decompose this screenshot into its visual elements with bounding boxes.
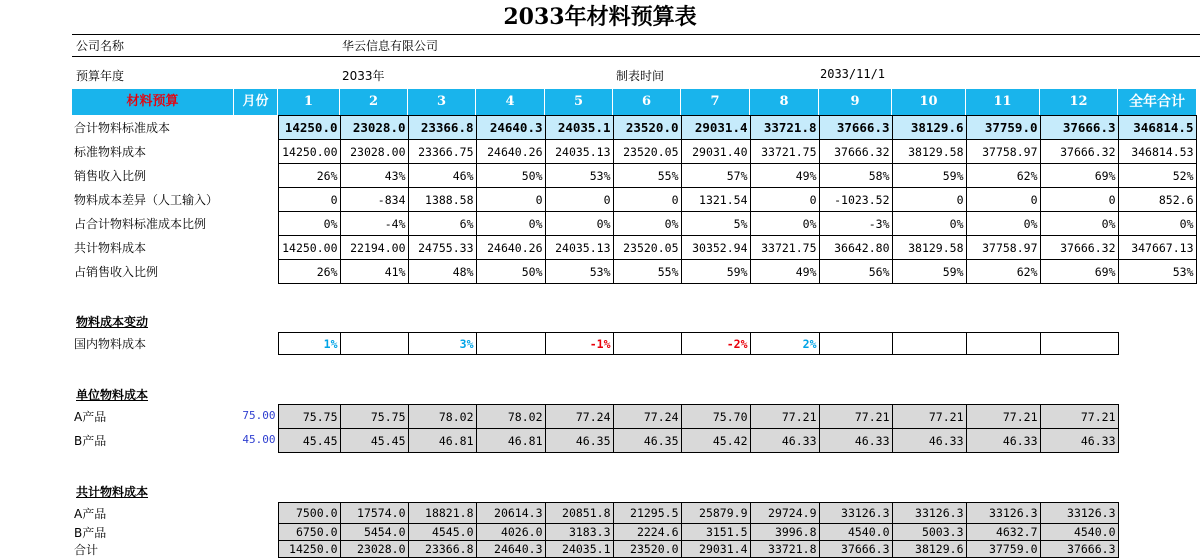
table-cell-total[interactable]: 53% [1118,260,1196,284]
row-label: 国内物料成本 [74,337,147,351]
table-cell[interactable]: 46.35 [613,429,681,453]
table-cell[interactable]: 25879.9 [681,503,750,524]
table-cell[interactable]: 24035.13 [545,140,613,164]
table-cell[interactable]: 37759.0 [966,116,1040,140]
table-cell[interactable]: 29031.4 [681,541,750,558]
table-cell[interactable] [476,333,545,355]
table-cell[interactable]: 50% [476,260,545,284]
divider [72,56,1200,57]
budget-table [72,115,1197,284]
table-cell[interactable]: 43% [340,164,408,188]
table-row [72,541,1118,558]
table-cell[interactable]: 0% [476,212,545,236]
table-cell[interactable]: 29724.9 [750,503,819,524]
table-cell[interactable]: 78.02 [476,405,545,429]
table-cell[interactable]: 0% [966,212,1040,236]
table-cell[interactable]: 14250.0 [278,116,340,140]
table-cell[interactable] [819,333,892,355]
table-cell[interactable] [1040,333,1118,355]
table-cell[interactable]: 23028.00 [340,140,408,164]
header-month-cell: 12 [1040,89,1118,115]
table-cell[interactable]: 33721.8 [750,541,819,558]
table-cell[interactable]: 33721.75 [750,236,819,260]
table-cell[interactable]: 33126.3 [966,503,1040,524]
table-cell[interactable]: 5003.3 [892,524,966,541]
row-label: B产品 [74,525,107,540]
product-name: A产品 [74,410,107,424]
table-cell[interactable]: 33721.75 [750,140,819,164]
table-row [72,503,1118,524]
table-cell[interactable]: 29031.40 [681,140,750,164]
table-cell[interactable]: 62% [966,260,1040,284]
table-row [72,164,1196,188]
table-cell[interactable]: 24640.3 [476,541,545,558]
row-label [72,429,278,453]
table-cell[interactable]: 4632.7 [966,524,1040,541]
table-cell[interactable] [340,333,408,355]
table-cell[interactable]: 37666.3 [1040,116,1118,140]
table-row [72,333,1118,355]
row-label: 共计物料成本 [74,241,147,255]
row-label: 销售收入比例 [74,169,147,183]
month-header-row [72,89,1196,115]
table-cell[interactable]: -2% [681,333,750,355]
table-cell[interactable]: 0 [613,188,681,212]
header-month-cell: 11 [966,89,1040,115]
table-cell[interactable]: 45.42 [681,429,750,453]
table-cell[interactable]: 2% [750,333,819,355]
table-cell[interactable]: 6% [408,212,476,236]
date-label: 制表时间 [616,69,665,83]
table-cell[interactable]: 45.45 [278,429,340,453]
table-cell[interactable]: 37758.97 [966,140,1040,164]
row-label: 占合计物料标准成本比例 [74,217,207,231]
table-cell[interactable]: 24035.1 [545,116,613,140]
table-cell[interactable]: 37666.32 [819,140,892,164]
table-cell[interactable]: 26% [278,260,340,284]
row-label: 物料成本差异（人工输入） [74,193,219,207]
table-cell[interactable]: 49% [750,260,819,284]
table-cell[interactable]: 4540.0 [819,524,892,541]
table-cell[interactable]: 3151.5 [681,524,750,541]
table-cell[interactable]: 69% [1040,164,1118,188]
table-cell[interactable]: 14250.00 [278,140,340,164]
table-cell[interactable]: 53% [545,164,613,188]
table-cell[interactable]: 46.33 [1040,429,1118,453]
table-cell[interactable]: 23520.0 [613,541,681,558]
table-cell[interactable]: 24640.3 [476,116,545,140]
company-label: 公司名称 [76,39,125,53]
table-cell-total[interactable]: 346814.5 [1118,116,1196,140]
table-cell[interactable]: 0 [966,188,1040,212]
year-value[interactable]: 2033年 [342,69,385,83]
table-cell[interactable]: 0 [892,188,966,212]
table-cell[interactable]: -1% [545,333,613,355]
table-cell[interactable]: 1321.54 [681,188,750,212]
table-cell[interactable]: 5% [681,212,750,236]
header-month-cell: 3 [408,89,476,115]
table-cell[interactable]: 46.81 [408,429,476,453]
table-cell[interactable]: 57% [681,164,750,188]
table-cell[interactable]: 75.75 [340,405,408,429]
header-month-cell: 7 [681,89,750,115]
section-title-unit-cost: 单位物料成本 [76,388,149,402]
company-value[interactable]: 华云信息有限公司 [342,39,439,53]
table-cell[interactable]: 69% [1040,260,1118,284]
table-cell[interactable]: 24035.13 [545,236,613,260]
table-cell[interactable]: -834 [340,188,408,212]
table-cell[interactable]: 37666.32 [1040,236,1118,260]
date-value[interactable]: 2033/11/1 [820,67,886,81]
table-cell[interactable]: 17574.0 [340,503,408,524]
table-cell[interactable]: 37759.0 [966,541,1040,558]
table-cell[interactable]: -1023.52 [819,188,892,212]
table-cell-total[interactable]: 852.6 [1118,188,1196,212]
header-month-cell: 5 [545,89,613,115]
table-cell[interactable]: 46.33 [892,429,966,453]
section-title-cost-change: 物料成本变动 [76,315,149,329]
table-cell[interactable]: 23366.8 [408,116,476,140]
table-cell-total[interactable]: 346814.53 [1118,140,1196,164]
header-month-cell: 1 [278,89,340,115]
table-cell[interactable]: 23028.0 [340,116,408,140]
table-cell[interactable]: 62% [966,164,1040,188]
table-cell[interactable]: 77.21 [966,405,1040,429]
table-row [72,405,1118,429]
header-month-cell: 8 [750,89,819,115]
row-label: A产品 [74,506,107,521]
table-cell[interactable]: 3% [408,333,476,355]
table-cell[interactable] [966,333,1040,355]
table-cell[interactable]: 26% [278,164,340,188]
table-cell[interactable]: 38129.6 [892,116,966,140]
table-cell[interactable]: 0% [750,212,819,236]
table-cell[interactable]: 4540.0 [1040,524,1118,541]
table-cell-total[interactable]: 347667.13 [1118,236,1196,260]
table-cell[interactable]: 14250.0 [278,541,340,558]
table-cell[interactable]: 53% [545,260,613,284]
header-month-cell: 6 [613,89,681,115]
table-cell[interactable]: 30352.94 [681,236,750,260]
table-cell[interactable]: 2224.6 [613,524,681,541]
table-cell[interactable]: 23366.8 [408,541,476,558]
table-row [72,429,1118,453]
table-row [72,524,1118,541]
base-cost[interactable]: 45.00 [242,432,276,446]
table-cell[interactable]: 3183.3 [545,524,613,541]
table-cell[interactable]: 59% [681,260,750,284]
table-cell[interactable]: 45.45 [340,429,408,453]
table-cell[interactable]: 24640.26 [476,140,545,164]
table-cell[interactable]: 0 [1040,188,1118,212]
table-cell-total[interactable]: 52% [1118,164,1196,188]
table-cell[interactable]: 5454.0 [340,524,408,541]
table-cell[interactable]: 33126.3 [819,503,892,524]
row-label: 标准物料成本 [74,145,147,159]
header-month: 月份 [234,89,278,115]
table-row [72,188,1196,212]
table-cell[interactable]: 3996.8 [750,524,819,541]
table-cell[interactable]: 0 [476,188,545,212]
table-cell[interactable]: 37666.3 [819,541,892,558]
table-cell[interactable]: 24640.26 [476,236,545,260]
table-cell[interactable]: 41% [340,260,408,284]
total-cost-table [72,502,1119,558]
table-cell[interactable]: 0 [278,188,340,212]
product-name: B产品 [74,434,107,448]
year-label: 预算年度 [76,69,125,83]
table-cell[interactable]: 37666.32 [1040,140,1118,164]
row-label: 占销售收入比例 [74,265,159,279]
table-cell[interactable]: -4% [340,212,408,236]
table-cell[interactable]: 75.70 [681,405,750,429]
table-cell[interactable]: 1388.58 [408,188,476,212]
table-cell[interactable]: 38129.58 [892,236,966,260]
table-cell[interactable]: 46.33 [819,429,892,453]
table-cell[interactable]: 77.21 [750,405,819,429]
table-cell[interactable]: 14250.00 [278,236,340,260]
table-cell[interactable]: 48% [408,260,476,284]
table-cell[interactable]: 55% [613,260,681,284]
header-month-cell: 9 [819,89,892,115]
table-cell[interactable]: 0% [1040,212,1118,236]
section-title-total-cost: 共计物料成本 [76,485,149,499]
table-cell[interactable]: 38129.6 [892,541,966,558]
table-cell[interactable]: 46.35 [545,429,613,453]
table-cell[interactable]: 4026.0 [476,524,545,541]
row-label: 合计物料标准成本 [74,121,171,135]
table-cell[interactable]: 37666.3 [819,116,892,140]
table-cell[interactable]: 0% [613,212,681,236]
table-cell[interactable]: 75.75 [278,405,340,429]
table-cell[interactable]: 77.24 [613,405,681,429]
table-cell[interactable]: 38129.58 [892,140,966,164]
table-row [72,212,1196,236]
table-cell[interactable]: 49% [750,164,819,188]
table-cell[interactable]: 7500.0 [278,503,340,524]
table-cell[interactable]: 78.02 [408,405,476,429]
table-cell[interactable]: 33721.8 [750,116,819,140]
table-cell[interactable]: 36642.80 [819,236,892,260]
table-cell[interactable]: 50% [476,164,545,188]
table-cell[interactable]: 33126.3 [892,503,966,524]
header-annual-total: 全年合计 [1129,94,1185,110]
table-cell[interactable]: 6750.0 [278,524,340,541]
table-cell[interactable] [892,333,966,355]
unit-cost-table [72,404,1119,453]
table-cell[interactable]: 29031.4 [681,116,750,140]
table-row [72,260,1196,284]
table-cell[interactable] [613,333,681,355]
table-cell[interactable]: 24755.33 [408,236,476,260]
table-cell[interactable]: 18821.8 [408,503,476,524]
base-cost[interactable]: 75.00 [242,408,276,422]
table-row [72,116,1196,140]
table-cell[interactable]: 46% [408,164,476,188]
table-cell[interactable]: 4545.0 [408,524,476,541]
header-month-cell: 2 [340,89,408,115]
header-month-cell: 10 [892,89,966,115]
header-material-budget: 材料预算 [72,89,234,115]
table-cell[interactable]: 59% [892,260,966,284]
table-cell[interactable]: 24035.1 [545,541,613,558]
cost-change-table [72,332,1119,355]
table-cell-total[interactable]: 0% [1118,212,1196,236]
row-label [72,405,278,429]
table-cell[interactable]: 55% [613,164,681,188]
table-cell[interactable]: 46.33 [750,429,819,453]
table-cell[interactable]: 21295.5 [613,503,681,524]
table-cell[interactable]: 23028.0 [340,541,408,558]
divider [72,34,1200,35]
table-cell[interactable]: 0 [750,188,819,212]
table-cell[interactable]: 58% [819,164,892,188]
table-cell[interactable]: 37758.97 [966,236,1040,260]
table-cell[interactable]: 59% [892,164,966,188]
table-cell[interactable]: -3% [819,212,892,236]
table-cell[interactable]: 23520.0 [613,116,681,140]
header-month-cell: 4 [476,89,545,115]
table-cell[interactable]: 23520.05 [613,236,681,260]
table-cell[interactable]: 77.21 [892,405,966,429]
table-cell[interactable]: 0% [278,212,340,236]
table-cell[interactable]: 77.21 [819,405,892,429]
table-cell[interactable]: 1% [278,333,340,355]
row-label: 合计 [74,542,99,557]
table-cell[interactable]: 37666.3 [1040,541,1118,558]
table-cell[interactable]: 20851.8 [545,503,613,524]
table-cell[interactable]: 0% [545,212,613,236]
table-row [72,140,1196,164]
table-cell[interactable]: 0% [892,212,966,236]
table-cell[interactable]: 77.24 [545,405,613,429]
page-title: 2033年材料预算表 [503,4,697,30]
table-cell[interactable]: 22194.00 [340,236,408,260]
table-cell[interactable]: 20614.3 [476,503,545,524]
table-cell[interactable]: 46.81 [476,429,545,453]
table-cell[interactable]: 0 [545,188,613,212]
table-cell[interactable]: 33126.3 [1040,503,1118,524]
table-cell[interactable]: 56% [819,260,892,284]
table-cell[interactable]: 77.21 [1040,405,1118,429]
table-row [72,236,1196,260]
table-cell[interactable]: 23366.75 [408,140,476,164]
table-cell[interactable]: 46.33 [966,429,1040,453]
table-cell[interactable]: 23520.05 [613,140,681,164]
